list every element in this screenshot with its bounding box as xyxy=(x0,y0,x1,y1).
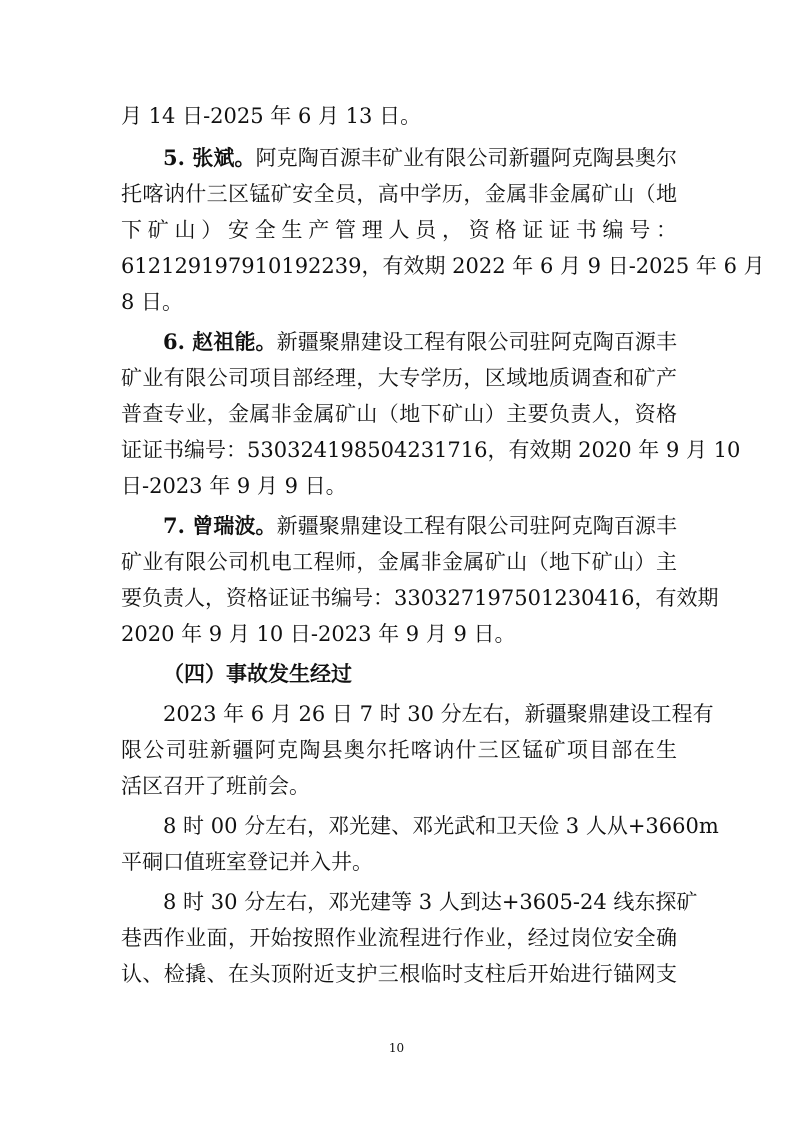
text-line: 巷西作业面，开始按照作业流程进行作业，经过岗位安全确 xyxy=(121,926,677,950)
section-heading: （四）事故发生经过 xyxy=(163,661,352,686)
text-line: 2023 年 6 月 26 日 7 时 30 分左右，新疆聚鼎建设工程有 xyxy=(163,702,714,726)
person-6-line-1 xyxy=(163,325,677,359)
text-line: 下矿山）安全生产管理人员，资格证证书编号： xyxy=(121,218,677,242)
text-line: 8 日。 xyxy=(121,290,184,314)
person-5-line-1 xyxy=(163,141,677,175)
person-5-desc: 阿克陶百源丰矿业有限公司新疆阿克陶县奥尔 xyxy=(255,146,678,170)
text-line: 8 时 30 分左右，邓光建等 3 人到达+3605-24 线东探矿 xyxy=(163,890,698,914)
text-line: 证证书编号：530324198504231716，有效期 2020 年 9 月 10 xyxy=(121,438,741,462)
text-line: 平硐口值班室登记并入井。 xyxy=(121,850,373,874)
person-7-name: 7. 曾瑞波。 xyxy=(163,513,277,538)
page-number: 10 xyxy=(388,1041,405,1055)
person-7-desc: 新疆聚鼎建设工程有限公司驻阿克陶百源丰 xyxy=(276,514,678,538)
person-6-name: 6. 赵祖能。 xyxy=(163,329,277,354)
text-line: 托喀讷什三区锰矿安全员，高中学历，金属非金属矿山（地 xyxy=(121,182,677,206)
text-line: 日-2023 年 9 月 9 日。 xyxy=(121,474,347,498)
text-line: 限公司驻新疆阿克陶县奥尔托喀讷什三区锰矿项目部在生 xyxy=(121,738,677,762)
text-line: 矿业有限公司项目部经理，大专学历，区域地质调查和矿产 xyxy=(121,366,677,390)
person-6-desc: 新疆聚鼎建设工程有限公司驻阿克陶百源丰 xyxy=(276,330,678,354)
person-7-line-1 xyxy=(163,509,677,543)
text-line: 活区召开了班前会。 xyxy=(121,774,310,798)
text-line: 认、检撬、在头顶附近支护三根临时支柱后开始进行锚网支 xyxy=(121,962,677,986)
text-line: 普查专业，金属非金属矿山（地下矿山）主要负责人，资格 xyxy=(121,402,677,426)
text-line: 8 时 00 分左右，邓光建、邓光武和卫天俭 3 人从+3660m xyxy=(163,814,719,838)
person-5-name: 5. 张斌。 xyxy=(163,145,256,170)
text-line: 矿业有限公司机电工程师，金属非金属矿山（地下矿山）主 xyxy=(121,550,677,574)
text-line: 月 14 日-2025 年 6 月 13 日。 xyxy=(121,104,422,128)
text-line: 要负责人，资格证证书编号：330327197501230416，有效期 xyxy=(121,586,719,610)
text-line: 2020 年 9 月 10 日-2023 年 9 月 9 日。 xyxy=(121,622,516,646)
text-line: 61212919791019223​9，有效期 2022 年 6 月 9 日-2025 年 6 月 xyxy=(121,254,765,278)
